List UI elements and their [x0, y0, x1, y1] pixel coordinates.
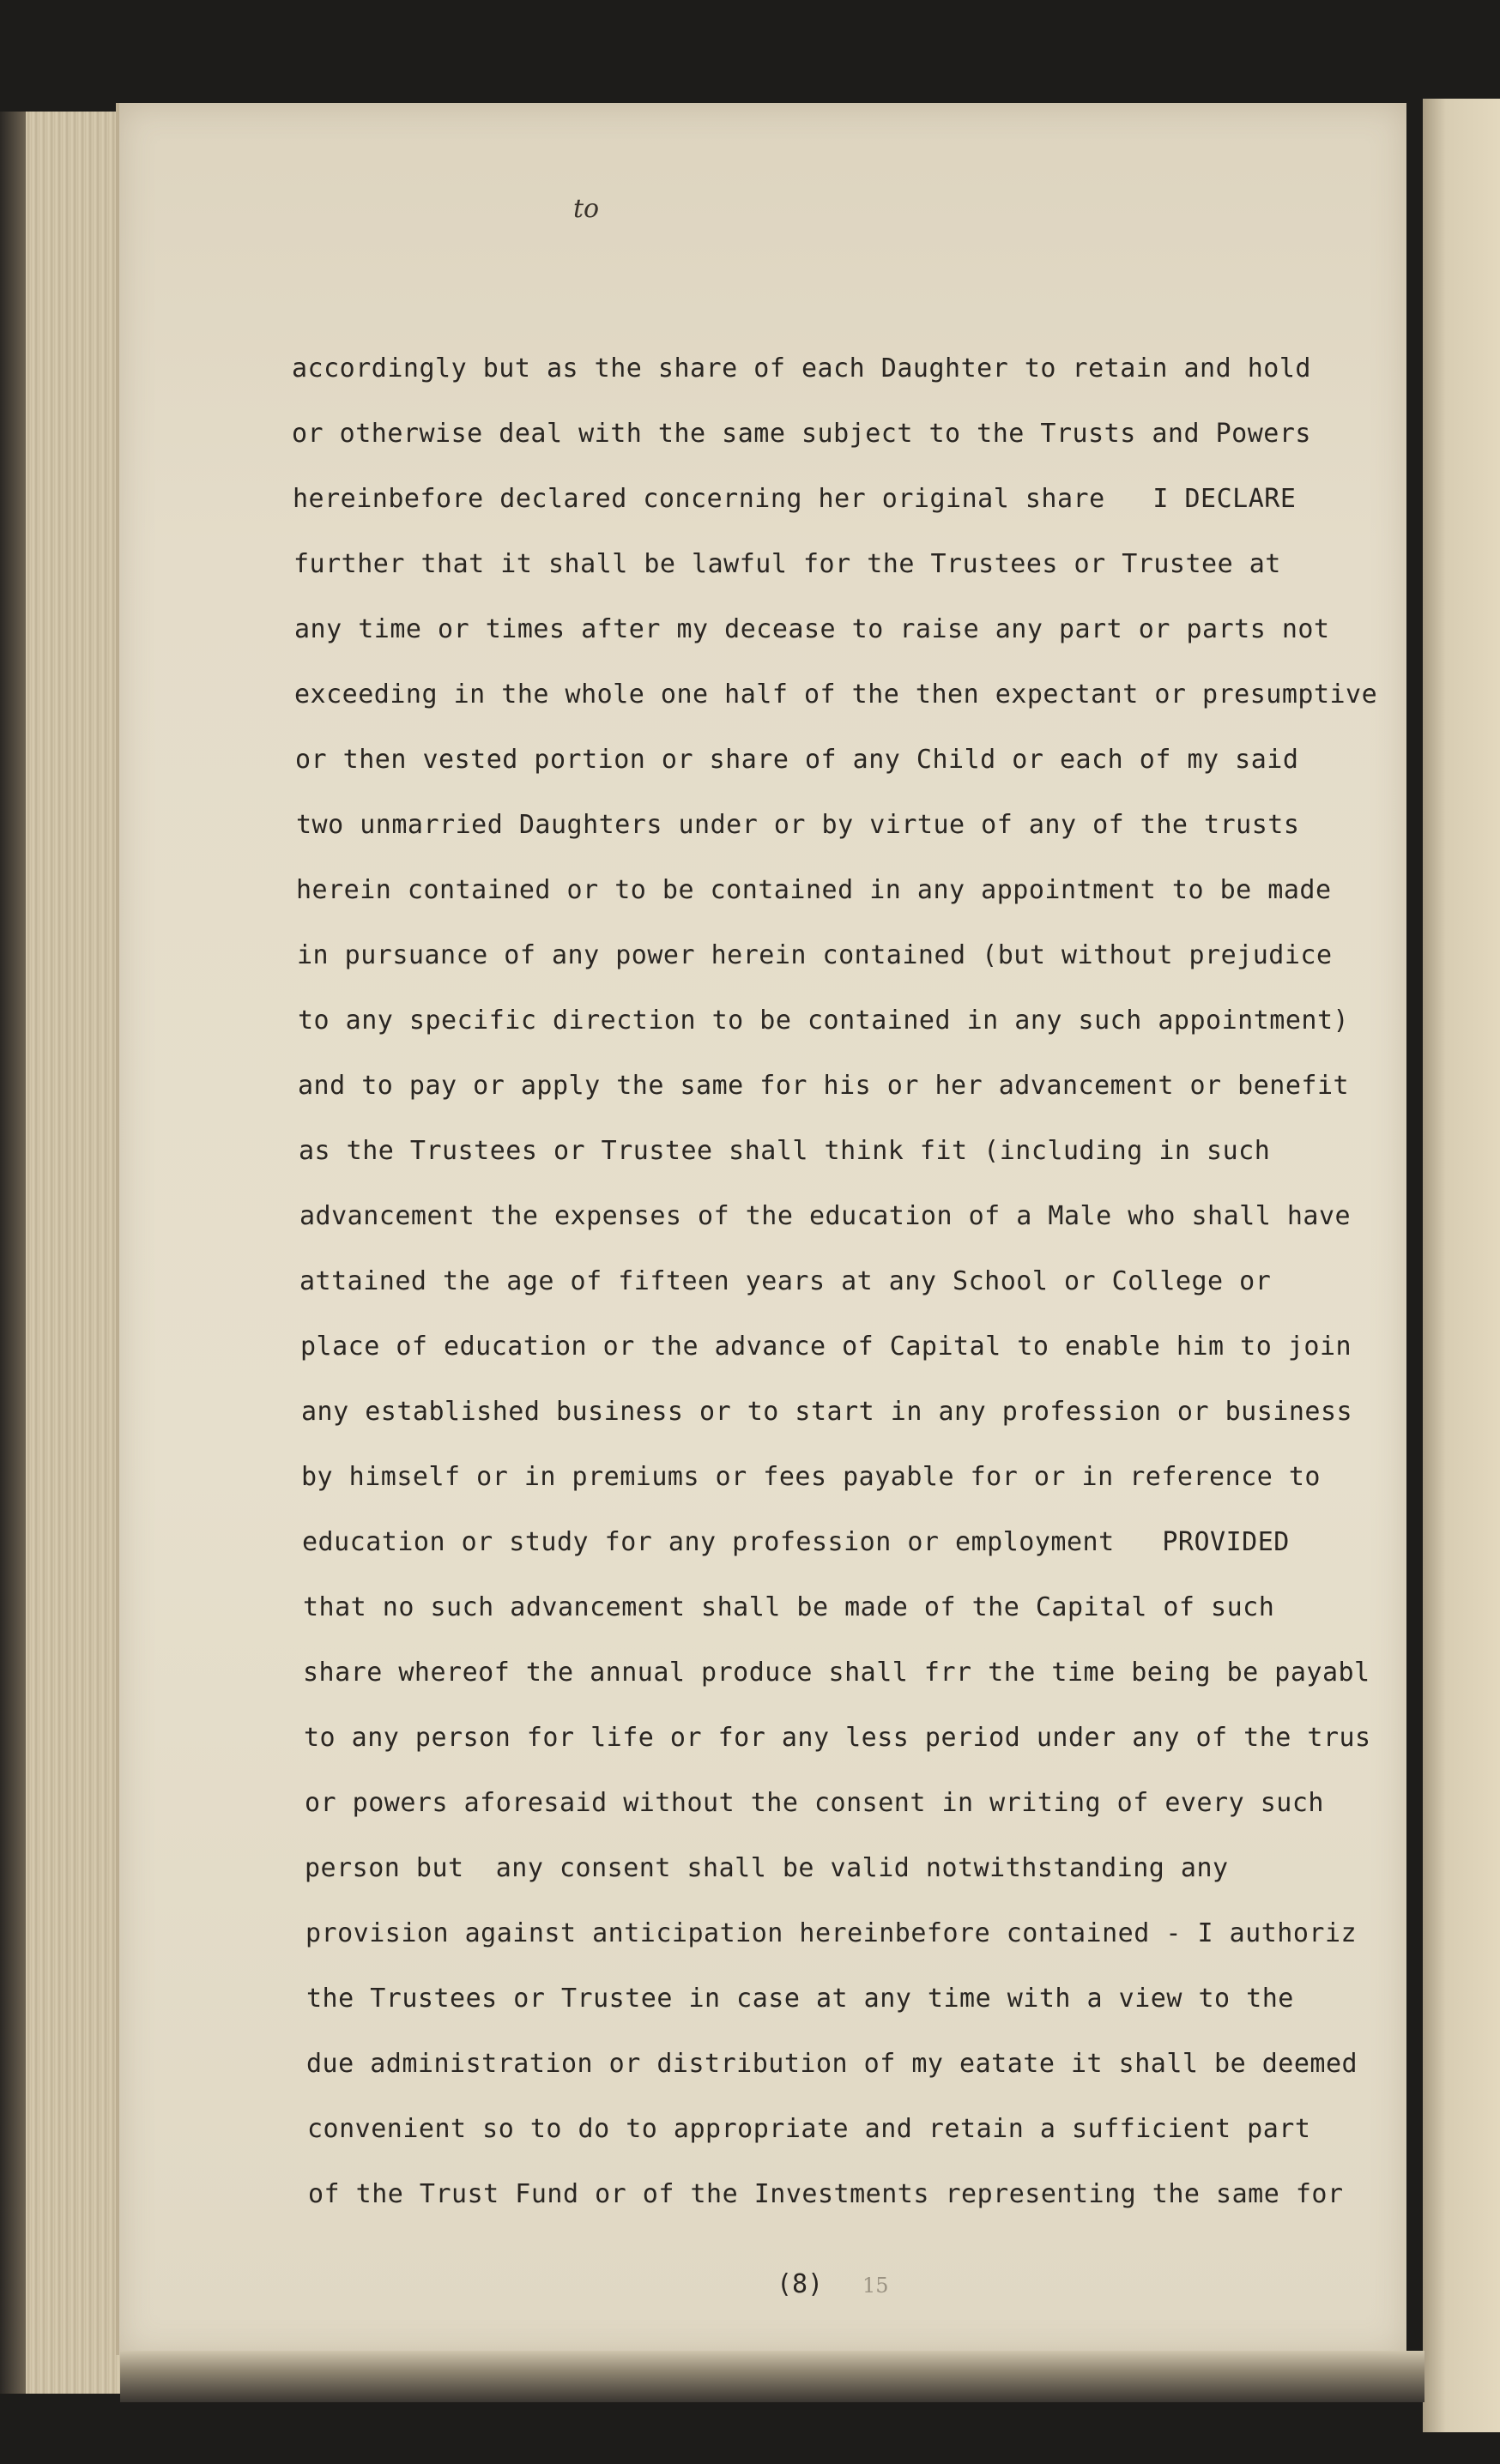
text-line: two unmarried Daughters under or by virtue of any of the trusts — [296, 810, 1300, 840]
text-line: provision against anticipation hereinbefore contained - I authoriz — [305, 1918, 1358, 1948]
page-number: (8) — [777, 2269, 824, 2299]
text-line: attained the age of fifteen years at any School or College or — [299, 1266, 1272, 1296]
text-line: that no such advancement shall be made of the Capital of such — [303, 1592, 1275, 1622]
text-line: the Trustees or Trustee in case at any time with a view to the — [306, 1984, 1294, 2014]
pencil-folio-mark: 15 — [862, 2274, 889, 2298]
text-line: and to pay or apply the same for his or her advancement or benefit — [298, 1071, 1350, 1101]
text-line: of the Trust Fund or of the Investments representing the same for — [308, 2179, 1344, 2209]
text-line: herein contained or to be contained in any appointment to be made — [296, 875, 1332, 905]
text-line: exceeding in the whole one half of the then expectant or presumptive — [294, 679, 1378, 710]
text-line: accordingly but as the share of each Daughter to retain and hold — [292, 353, 1311, 383]
text-line: further that it shall be lawful for the Trustees or Trustee at — [293, 549, 1281, 579]
text-line: or otherwise deal with the same subject to the Trusts and Powers — [292, 419, 1311, 449]
page-bottom-shadow — [120, 2351, 1424, 2402]
text-line: any established business or to start in any profession or business — [301, 1397, 1353, 1427]
text-line: share whereof the annual produce shall frr the time being be payabl — [303, 1658, 1370, 1688]
text-line: by himself or in premiums or fees payable for or in reference to — [301, 1462, 1321, 1492]
text-line: convenient so to do to appropriate and retain a sufficient part — [307, 2114, 1311, 2144]
text-line: advancement the expenses of the education of a Male who shall have — [299, 1201, 1352, 1231]
text-line: to any person for life or for any less period under any of the trus — [304, 1723, 1371, 1753]
handwritten-insertion: to — [573, 194, 600, 224]
text-line: hereinbefore declared concerning her original share I DECLARE — [293, 484, 1297, 514]
text-line: or powers aforesaid without the consent in writing of every such — [305, 1788, 1324, 1818]
text-line: place of education or the advance of Capital to enable him to join — [300, 1332, 1352, 1362]
text-line: education or study for any profession or employment PROVIDED — [302, 1527, 1290, 1557]
text-line: any time or times after my decease to raise any part or parts not — [294, 614, 1330, 644]
text-line: to any specific direction to be contained in any such appointment) — [298, 1006, 1350, 1036]
text-line: due administration or distribution of my eatate it shall be deemed — [306, 2049, 1358, 2079]
book-page-stack — [0, 112, 120, 2394]
facing-page-edge — [1423, 99, 1500, 2432]
text-line: in pursuance of any power herein contained (but without prejudice — [297, 940, 1333, 970]
text-line: or then vested portion or share of any Child or each of my said — [295, 745, 1299, 775]
text-line: as the Trustees or Trustee shall think fit (including in such — [299, 1136, 1271, 1166]
text-line: person but any consent shall be valid notwithstanding any — [305, 1853, 1229, 1883]
